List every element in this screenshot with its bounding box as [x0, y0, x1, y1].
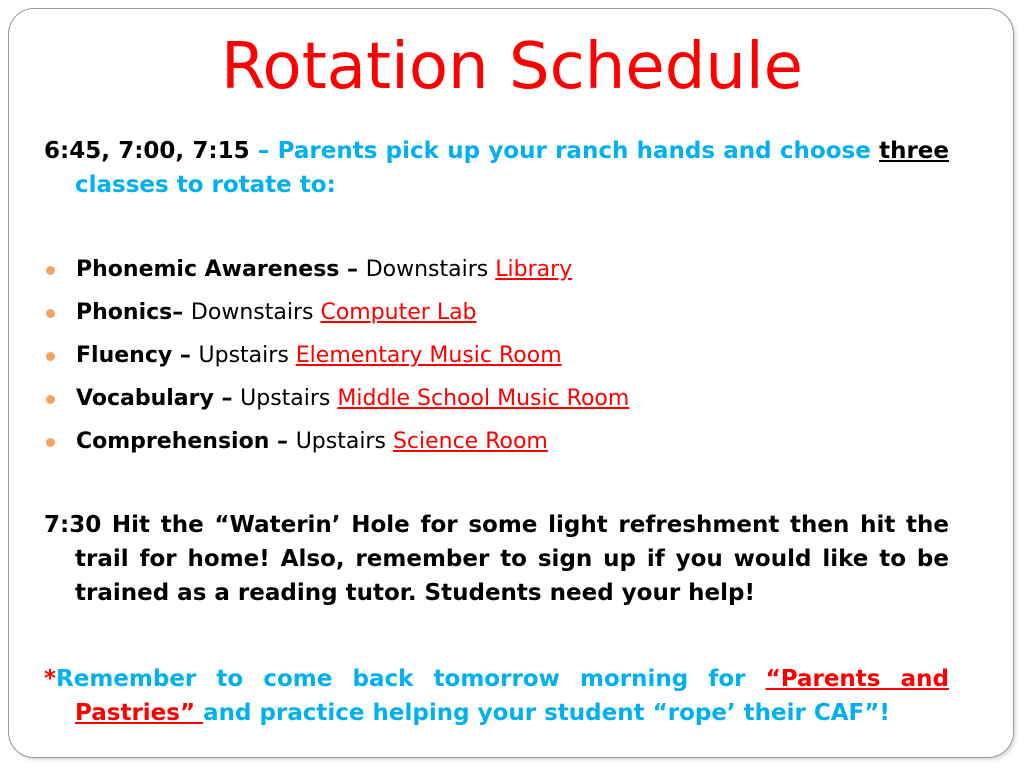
- class-separator: –: [172, 300, 191, 325]
- list-item: [44, 424, 949, 467]
- reminder-lead: Remember to come back tomorrow morning for: [56, 666, 766, 692]
- room-link[interactable]: Middle School Music Room: [337, 386, 630, 411]
- class-name: Phonemic Awareness: [76, 257, 340, 282]
- intro-instruction: – Parents pick up your ranch hands and choose: [257, 138, 880, 164]
- reminder-paragraph: [44, 662, 949, 730]
- list-item: [44, 295, 949, 338]
- room-link[interactable]: Library: [495, 257, 573, 282]
- class-separator: –: [339, 257, 366, 282]
- class-floor: Downstairs: [365, 257, 496, 282]
- intro-instruction-end: classes to rotate to:: [75, 172, 336, 198]
- pickup-times: 6:45, 7:00, 7:15: [44, 138, 258, 164]
- bullet-icon: [46, 352, 55, 361]
- class-floor: Upstairs: [240, 386, 338, 411]
- class-name: Phonics: [76, 300, 173, 325]
- class-name: Vocabulary: [76, 386, 214, 411]
- event-name: “Parents and Pastries”: [75, 666, 949, 726]
- list-item: [44, 381, 949, 424]
- room-link[interactable]: Science Room: [392, 429, 548, 454]
- class-floor: Downstairs: [190, 300, 321, 325]
- class-list: [44, 252, 949, 467]
- bullet-icon: [46, 438, 55, 447]
- class-count: three: [879, 138, 949, 164]
- class-floor: Upstairs: [295, 429, 393, 454]
- class-separator: –: [213, 386, 241, 411]
- bullet-icon: [46, 309, 55, 318]
- slide-title: Rotation Schedule: [220, 30, 804, 104]
- class-separator: –: [269, 429, 296, 454]
- class-name: Comprehension: [76, 429, 270, 454]
- class-name: Fluency: [76, 343, 173, 368]
- room-link[interactable]: Computer Lab: [320, 300, 477, 325]
- reminder-asterisk: *: [44, 666, 57, 692]
- room-link[interactable]: Elementary Music Room: [295, 343, 562, 368]
- bullet-icon: [46, 395, 55, 404]
- bullet-icon: [46, 266, 55, 275]
- reminder-tail: and practice helping your student “rope’ their CAF”!: [203, 700, 890, 726]
- class-separator: –: [172, 343, 199, 368]
- closing-paragraph: 7:30 Hit the “Waterin’ Hole for some light refreshment then hit the trail for home! Also, remember to sign up if you would like to be trained as a reading tutor. Students need your help!: [44, 512, 949, 606]
- intro-paragraph: [44, 134, 949, 202]
- class-floor: Upstairs: [198, 343, 296, 368]
- list-item: [44, 338, 949, 381]
- list-item: [44, 252, 949, 295]
